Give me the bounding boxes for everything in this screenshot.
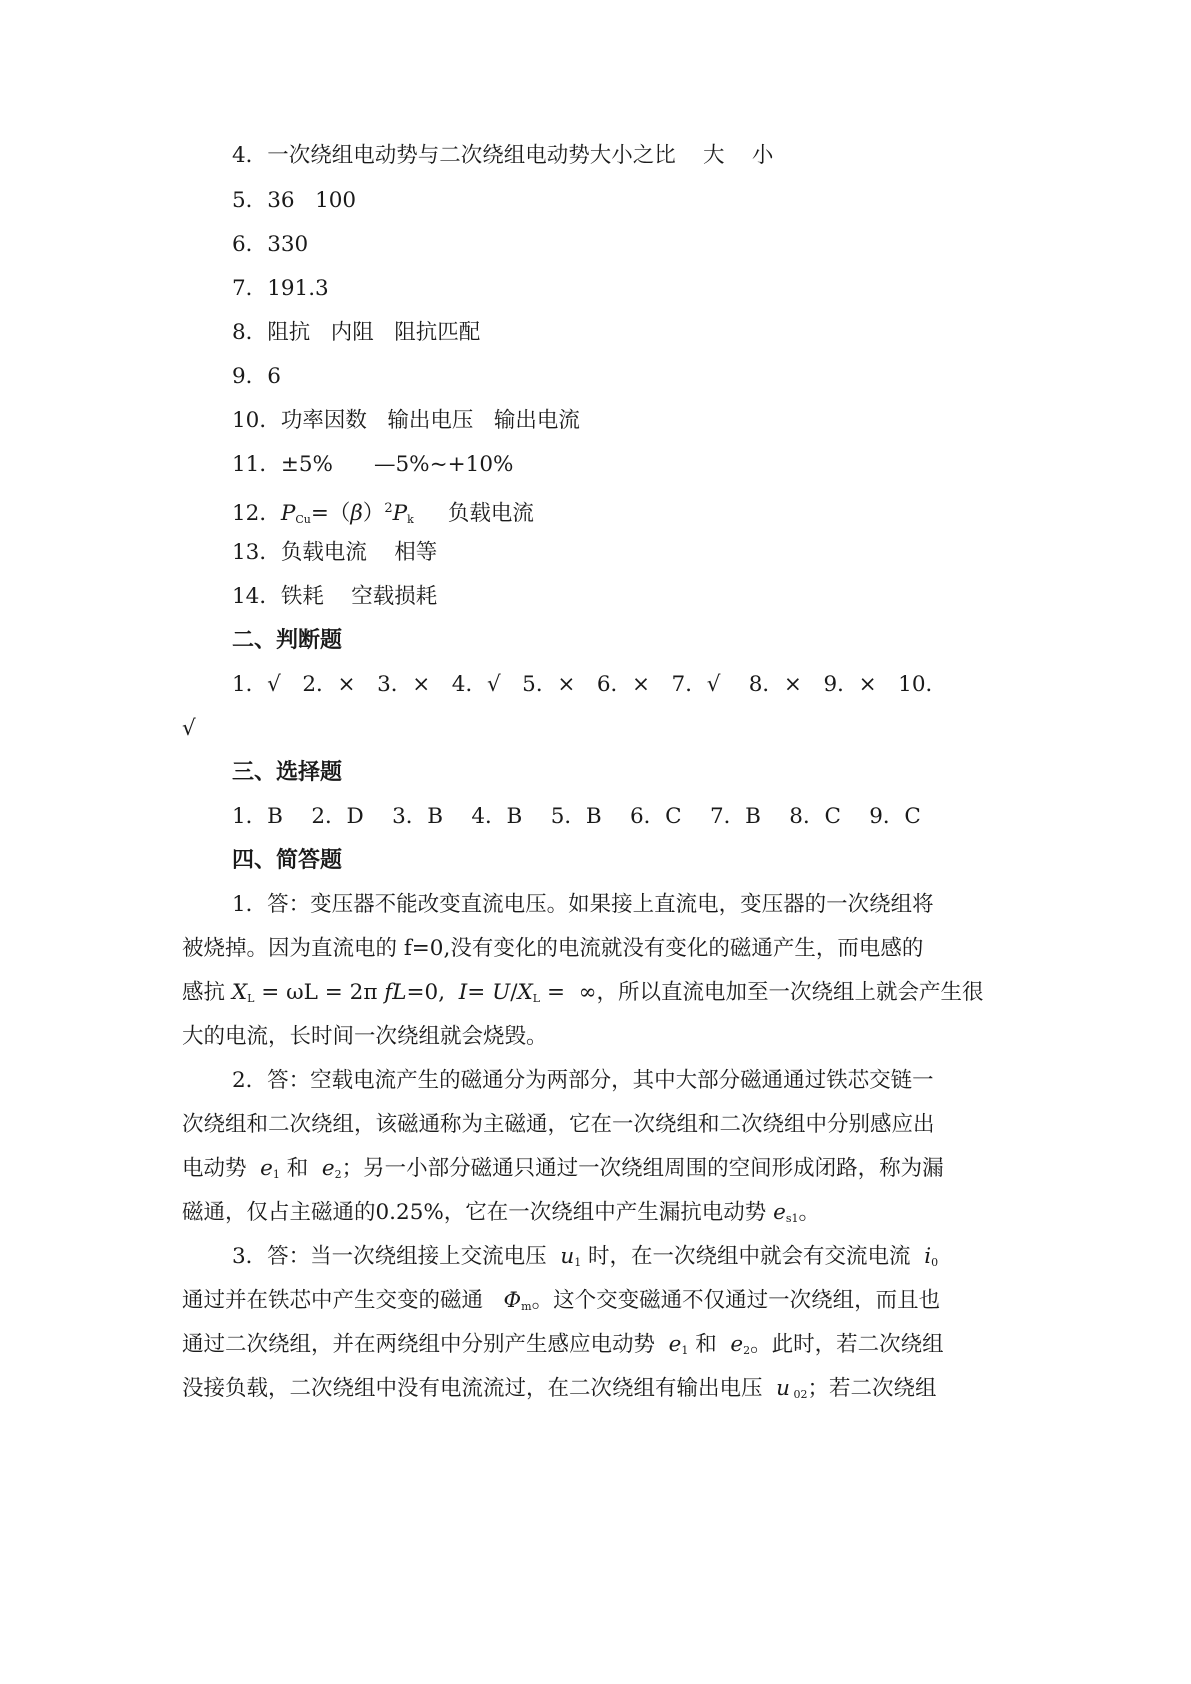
short-answer-1-line-3: 感抗 $X_L = \omega L = 2\pi$ fL=0, $I= U/X_L$ = ∞，所以直流电加至一次绕组上就会产生很	[182, 980, 984, 1005]
short-answer-1-line-4: 大的电流，长时间一次绕组就会烧毁。	[182, 1024, 548, 1049]
answer-13: 13．负载电流 相等	[232, 540, 438, 565]
section-heading-true-false: 二、判断题	[232, 628, 343, 653]
true-false-answers-cont: √	[182, 716, 196, 741]
short-answer-2-line-3: 电动势 $e_1$ 和 $e_2$；另一小部分磁通只通过一次绕组周围的空间形成闭路，称为漏	[182, 1156, 944, 1181]
true-false-answers: 1．√ 2．× 3．× 4．√ 5．× 6．× 7．√ 8．× 9．× 10．	[232, 672, 947, 697]
short-answer-2-line-2: 次绕组和二次绕组，该磁通称为主磁通，它在一次绕组和二次绕组中分别感应出	[182, 1112, 935, 1137]
short-answer-3-line-3: 通过二次绕组，并在两绕组中分别产生感应电动势 $e_1$ 和 $e_2$。此时，若二次绕组	[182, 1332, 944, 1357]
short-answer-2-line-4: 磁通，仅占主磁通的0.25%，它在一次绕组中产生漏抗电动势 $e_{s1}$。	[182, 1200, 821, 1225]
choice-answers: 1．B 2．D 3．B 4．B 5．B 6．C 7．B 8．C 9．C	[232, 804, 921, 829]
answer-8: 8．阻抗 内阻 阻抗匹配	[232, 320, 481, 345]
answer-5: 5．36 100	[232, 188, 357, 213]
answer-11: 11．±5% —5%~+10%	[232, 452, 514, 477]
answer-12: 12．$P_{Cu}=(\beta)^2P_k$ 负载电流	[232, 501, 534, 526]
section-heading-short-answer: 四、简答题	[232, 848, 343, 873]
section-heading-choice: 三、选择题	[232, 760, 343, 785]
short-answer-3-line-1: 3．答：当一次绕组接上交流电压 $u_1$ 时，在一次绕组中就会有交流电流 $i_0$	[232, 1244, 939, 1269]
short-answer-3-line-2: 通过并在铁芯中产生交变的磁通 $\Phi_m$。这个交变磁通不仅通过一次绕组，而且也	[182, 1288, 941, 1313]
answer-7: 7．191.3	[232, 276, 329, 301]
short-answer-1-line-2: 被烧掉。因为直流电的 f=0,没有变化的电流就没有变化的磁通产生，而电感的	[182, 936, 924, 961]
answer-10: 10．功率因数 输出电压 输出电流	[232, 408, 580, 433]
short-answer-2-line-1: 2．答：空载电流产生的磁通分为两部分，其中大部分磁通通过铁芯交链一	[232, 1068, 934, 1093]
answer-14: 14．铁耗 空载损耗	[232, 584, 438, 609]
short-answer-3-line-4: 没接负载，二次绕组中没有电流流过，在二次绕组有输出电压 u $_{02}$；若二次绕组	[182, 1376, 937, 1401]
answer-4: 4．一次绕组电动势与二次绕组电动势大小之比 大 小	[232, 143, 774, 168]
answer-6: 6．330	[232, 232, 309, 257]
answer-9: 9．6	[232, 364, 281, 389]
short-answer-1-line-1: 1．答：变压器不能改变直流电压。如果接上直流电，变压器的一次绕组将	[232, 892, 934, 917]
